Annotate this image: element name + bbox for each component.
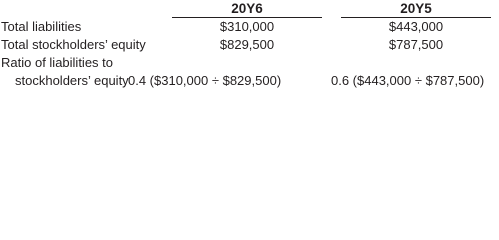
row-label: Ratio of liabilities to <box>1 55 113 70</box>
column-header-20y6: 20Y6 <box>231 1 263 16</box>
value-20y6: $829,500 <box>219 37 275 52</box>
table-row-total-stockholders-equity <box>0 36 499 54</box>
row-label: Total liabilities <box>1 19 82 34</box>
value-20y5: $443,000 <box>388 19 444 34</box>
table-row-ratio-values <box>0 72 499 90</box>
value-20y6: $310,000 <box>219 19 275 34</box>
ratio-20y6: 0.4 ($310,000 ÷ $829,500) <box>128 73 282 88</box>
ratio-20y5: 0.6 ($443,000 ÷ $787,500) <box>331 73 485 88</box>
table-row-ratio-label <box>0 54 499 72</box>
value-20y5: $787,500 <box>388 37 444 52</box>
column-header-20y5: 20Y5 <box>400 1 432 16</box>
row-label: stockholders’ equity <box>15 73 129 88</box>
financial-ratio-table <box>0 0 499 90</box>
table-row-total-liabilities <box>0 18 499 36</box>
column-header-row <box>0 0 499 18</box>
row-label: Total stockholders’ equity <box>1 37 146 52</box>
